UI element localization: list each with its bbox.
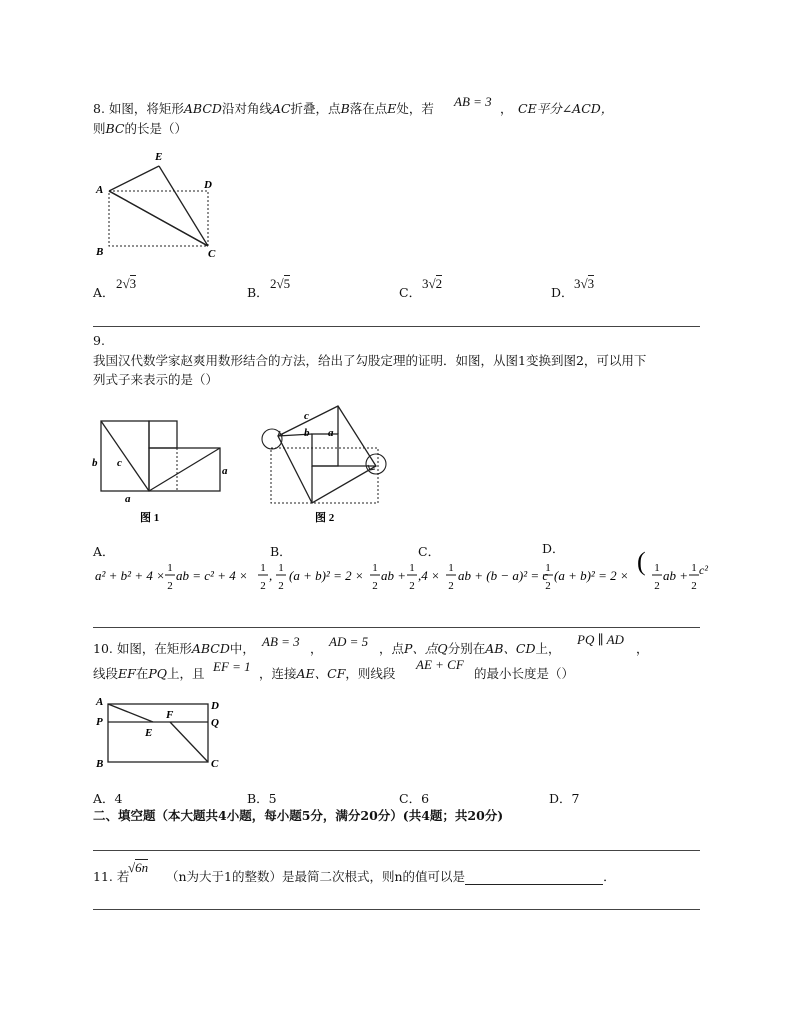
q10-stem-line2-b: ，连接AE、CF，则线段 (259, 666, 396, 681)
q8-option-a-value: 2√3 (116, 276, 137, 291)
fig2-big-square (278, 406, 376, 503)
fig2-rotation-circle-right (366, 454, 386, 474)
divider-q11 (93, 909, 700, 910)
fig2-label-a: a (328, 427, 334, 439)
fig2-inner-b (312, 434, 338, 466)
q11-answer-blank[interactable] (465, 872, 603, 885)
q8-segment-ae (109, 166, 159, 191)
svg-text:ab +: ab + (663, 568, 689, 583)
q10-label-b: B (96, 758, 104, 770)
q10-stem-line2-c: 的最小长度是（） (474, 666, 575, 681)
divider-q8-q9 (93, 326, 700, 327)
q9-figure-1 (88, 414, 233, 534)
q9-option-a[interactable]: A． (93, 544, 115, 559)
q9-option-b[interactable]: B． (270, 544, 292, 559)
q8-stem-line2: 则BC的长是（） (93, 121, 188, 136)
q10-label-d: D (211, 700, 219, 712)
svg-text:(a + b)² = 2 ×: (a + b)² = 2 × (554, 568, 629, 583)
svg-text:2: 2 (260, 580, 266, 592)
svg-text:1: 1 (167, 562, 173, 574)
q8-option-b[interactable]: B． (247, 285, 269, 300)
q10-label-e: E (145, 727, 153, 739)
q10-pq-parallel: PQ ∥ AD (577, 632, 624, 647)
q8-stem-line1: 8. 如图，将矩形ABCD沿对角线AC折叠，点B落在点E处，若 (93, 101, 434, 116)
fig1-caption: 图 1 (140, 512, 160, 524)
q10-label-f: F (166, 709, 174, 721)
q8-segment-ac-fold (109, 191, 208, 246)
svg-text:(a + b)² = 2 ×: (a + b)² = 2 × (289, 568, 364, 583)
svg-text:1: 1 (372, 562, 378, 574)
q8-option-b-value: 2√5 (270, 276, 291, 291)
svg-text:1: 1 (691, 562, 697, 574)
q10-label-p: P (96, 716, 103, 728)
q10-ae-plus-cf: AE + CF (416, 657, 464, 672)
q9-options-formulas (93, 547, 708, 598)
fig1-label-a-bottom: a (125, 493, 131, 505)
q10-option-b[interactable]: B．5 (247, 791, 277, 806)
svg-text:,: , (269, 568, 273, 583)
svg-text:2: 2 (278, 580, 284, 592)
fig2-dashed-frame (271, 448, 378, 503)
q10-ab-equation: AB = 3 (262, 634, 300, 649)
q10-stem-line1-b: ，点P、点Q分别在AB、CD上， (379, 641, 561, 656)
svg-text:a² + b² + 4 ×: a² + b² + 4 × (95, 568, 165, 583)
q10-label-a: A (96, 696, 104, 708)
svg-text:(: ( (637, 547, 646, 576)
q9-figure-2 (258, 398, 393, 523)
q8-option-c[interactable]: C． (399, 285, 422, 300)
svg-text:1: 1 (260, 562, 266, 574)
q8-option-c-value: 3√2 (422, 276, 443, 291)
svg-text:1: 1 (545, 562, 551, 574)
q9-number: 9. (93, 333, 105, 348)
q10-label-q: Q (211, 717, 219, 729)
q10-line-fc (170, 722, 208, 762)
sqrt-sign-icon: √ (276, 276, 284, 291)
fig1-label-c: c (117, 457, 122, 469)
svg-text:2: 2 (448, 580, 454, 592)
svg-text:2: 2 (167, 580, 173, 592)
fig1-square-b (149, 421, 177, 448)
sqrt-sign-icon: √ (122, 276, 130, 291)
svg-text:ab = c² + 4 ×: ab = c² + 4 × (176, 568, 248, 583)
svg-text:1: 1 (654, 562, 660, 574)
svg-text:2: 2 (372, 580, 378, 592)
q8-label-a: A (96, 184, 104, 196)
q8-option-d-value: 3√3 (574, 276, 595, 291)
q10-stem-line2-a: 线段EF在PQ上，且 (93, 666, 205, 681)
fig2-caption: 图 2 (315, 512, 335, 524)
q11-radical: √6n (128, 860, 149, 875)
svg-text:1: 1 (448, 562, 454, 574)
fig2-label-b: b (304, 427, 310, 439)
fig2-label-c: c (304, 410, 309, 422)
q10-figure (90, 694, 225, 774)
q9-option-c[interactable]: C． (418, 544, 441, 559)
section2-heading: 二、填空题（本大题共4小题，每小题5分，满分20分）(共4题；共20分) (93, 808, 504, 823)
q8-label-d: D (204, 179, 212, 191)
q9-stem-line1: 我国汉代数学家赵爽用数形结合的方法，给出了勾股定理的证明．如图，从图1变换到图2，可以用下 (93, 353, 647, 368)
svg-text:ab + (b − a)² = c: ab + (b − a)² = c (458, 568, 549, 583)
sqrt-sign-icon: √ (580, 276, 588, 291)
q8-option-d[interactable]: D． (551, 285, 574, 300)
fig1-line-hyp (149, 448, 220, 491)
svg-text:2: 2 (409, 580, 415, 592)
q8-label-c: C (208, 248, 216, 260)
divider-section2 (93, 850, 700, 851)
q10-rect-abcd (108, 704, 208, 762)
q10-option-d[interactable]: D．7 (549, 791, 580, 806)
svg-text:2: 2 (691, 580, 697, 592)
svg-text:2: 2 (545, 580, 551, 592)
q10-ad-equation: AD = 5 (329, 634, 369, 649)
q11-stem-a: 11. 若 (93, 869, 130, 884)
q10-comma1: ， (310, 641, 323, 656)
q8-comma: ， (500, 101, 513, 116)
q8-option-a[interactable]: A． (93, 285, 115, 300)
q8-segment-ec (159, 166, 208, 246)
q10-option-a[interactable]: A．4 (93, 791, 123, 806)
q8-label-e: E (155, 151, 163, 163)
fig1-label-b: b (92, 457, 98, 469)
q11-stem-b: （n为大于1的整数）是最简二次根式，则n的值可以是 ． (166, 869, 616, 884)
q10-line-ae (108, 704, 153, 722)
q8-figure (90, 148, 230, 263)
svg-text:ab +: ab + (381, 568, 407, 583)
svg-text:1: 1 (278, 562, 284, 574)
q10-label-c: C (211, 758, 219, 770)
q8-ab-equation: AB = 3 (454, 94, 492, 109)
fig1-label-a-right: a (222, 465, 228, 477)
q10-comma2: ， (636, 641, 649, 656)
sqrt-sign-icon: √ (128, 860, 136, 875)
svg-text:c²: c² (699, 563, 708, 577)
q9-option-d[interactable]: D． (542, 541, 565, 556)
q10-stem-line1: 10. 如图，在矩形ABCD中， (93, 641, 255, 656)
svg-text:2: 2 (654, 580, 660, 592)
sqrt-sign-icon: √ (428, 276, 436, 291)
q10-option-c[interactable]: C．6 (399, 791, 430, 806)
fig1-line-c (101, 421, 149, 491)
q8-ce-bisect: CE平分∠ACD， (518, 101, 614, 116)
q10-ef-equation: EF = 1 (213, 659, 251, 674)
svg-text:,4 ×: ,4 × (418, 568, 440, 583)
q8-label-b: B (96, 246, 104, 258)
svg-text:1: 1 (409, 562, 415, 574)
divider-q9-q10 (93, 627, 700, 628)
q9-stem-line2: 列式子来表示的是（） (93, 372, 219, 387)
